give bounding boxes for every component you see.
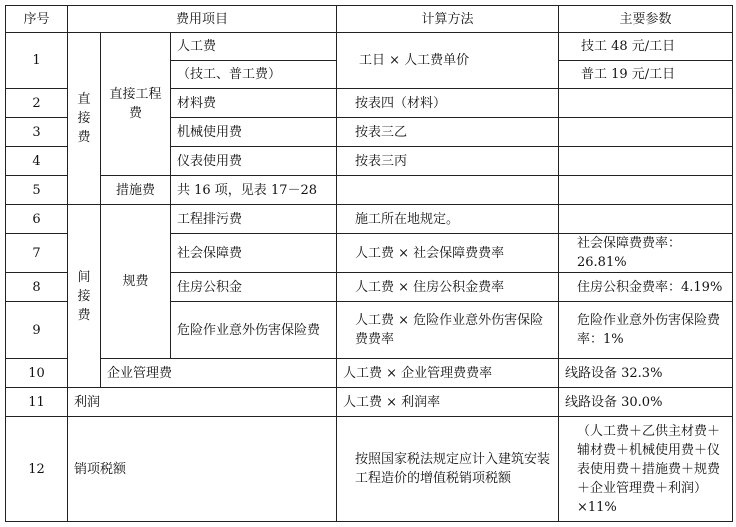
seq-cell: 12 (6, 417, 68, 522)
param-cell: （人工费＋乙供主材费＋辅材费＋机械使用费＋仪表使用费＋措施费＋规费＋企业管理费＋利润）×11% (559, 417, 733, 522)
item-cell: 工程排污费 (171, 205, 337, 234)
param-cell (559, 147, 733, 176)
header-method: 计算方法 (337, 6, 559, 33)
item-cell: 住房公积金 (171, 273, 337, 302)
item-cell: 仪表使用费 (171, 147, 337, 176)
seq-cell: 3 (6, 118, 68, 147)
item-cell: 措施费 (101, 176, 171, 205)
method-cell: 按表三丙 (337, 147, 559, 176)
group-direct: 直接费 (68, 33, 101, 205)
item-cell: 销项税额 (68, 417, 337, 522)
table-row (6, 359, 733, 388)
table-row (6, 176, 733, 205)
param-cell (559, 176, 733, 205)
item-cell: 机械使用费 (171, 118, 337, 147)
table-row (6, 417, 733, 522)
method-cell: 共 16 项，见表 17－28 (171, 176, 337, 205)
method-cell: 人工费 × 住房公积金费率 (337, 273, 559, 302)
seq-cell: 8 (6, 273, 68, 302)
item-cell: 社会保障费 (171, 234, 337, 273)
table-row (6, 205, 733, 234)
item-cell: 材料费 (171, 89, 337, 118)
item-cell-sub: （技工、普工费） (171, 61, 337, 89)
method-cell: 按表三乙 (337, 118, 559, 147)
method-cell: 人工费 × 社会保障费费率 (337, 234, 559, 273)
param-cell: 危险作业意外伤害保险费率：1% (559, 302, 733, 359)
param-cell (559, 118, 733, 147)
param-cell: 线路设备 32.3% (559, 359, 733, 388)
header-item: 费用项目 (68, 6, 337, 33)
seq-cell: 9 (6, 302, 68, 359)
method-cell: 人工费 × 危险作业意外伤害保险费费率 (337, 302, 559, 359)
item-cell: 危险作业意外伤害保险费 (171, 302, 337, 359)
seq-cell: 1 (6, 33, 68, 89)
group-indirect: 间接费 (68, 205, 101, 388)
param-cell: 线路设备 30.0% (559, 388, 733, 417)
seq-cell: 11 (6, 388, 68, 417)
param-cell (559, 205, 733, 234)
method-cell: 按表四（材料） (337, 89, 559, 118)
param-cell-sub: 普工 19 元/工日 (559, 61, 733, 89)
seq-cell: 5 (6, 176, 68, 205)
fee-table (5, 5, 733, 522)
header-params: 主要参数 (559, 6, 733, 33)
param-cell: 技工 48 元/工日 (559, 33, 733, 61)
method-cell: 工日 × 人工费单价 (337, 33, 559, 89)
table-row (6, 388, 733, 417)
method-cell: 施工所在地规定。 (337, 205, 559, 234)
seq-cell: 10 (6, 359, 68, 388)
item-cell: 人工费 (171, 33, 337, 61)
seq-cell: 2 (6, 89, 68, 118)
group-regulation: 规费 (101, 205, 171, 359)
param-cell: 社会保障费费率：26.81% (559, 234, 733, 273)
empty-cell (337, 176, 559, 205)
table-row (6, 33, 733, 61)
method-cell: 人工费 × 企业管理费费率 (337, 359, 559, 388)
group-direct-eng: 直接工程费 (101, 33, 171, 176)
param-cell: 住房公积金费率：4.19% (559, 273, 733, 302)
item-cell: 企业管理费 (101, 359, 337, 388)
header-seq: 序号 (6, 6, 68, 33)
param-cell (559, 89, 733, 118)
seq-cell: 4 (6, 147, 68, 176)
method-cell: 按照国家税法规定应计入建筑安装工程造价的增值税销项税额 (337, 417, 559, 522)
header-row (6, 6, 733, 33)
seq-cell: 7 (6, 234, 68, 273)
seq-cell: 6 (6, 205, 68, 234)
method-cell: 人工费 × 利润率 (337, 388, 559, 417)
item-cell: 利润 (68, 388, 337, 417)
